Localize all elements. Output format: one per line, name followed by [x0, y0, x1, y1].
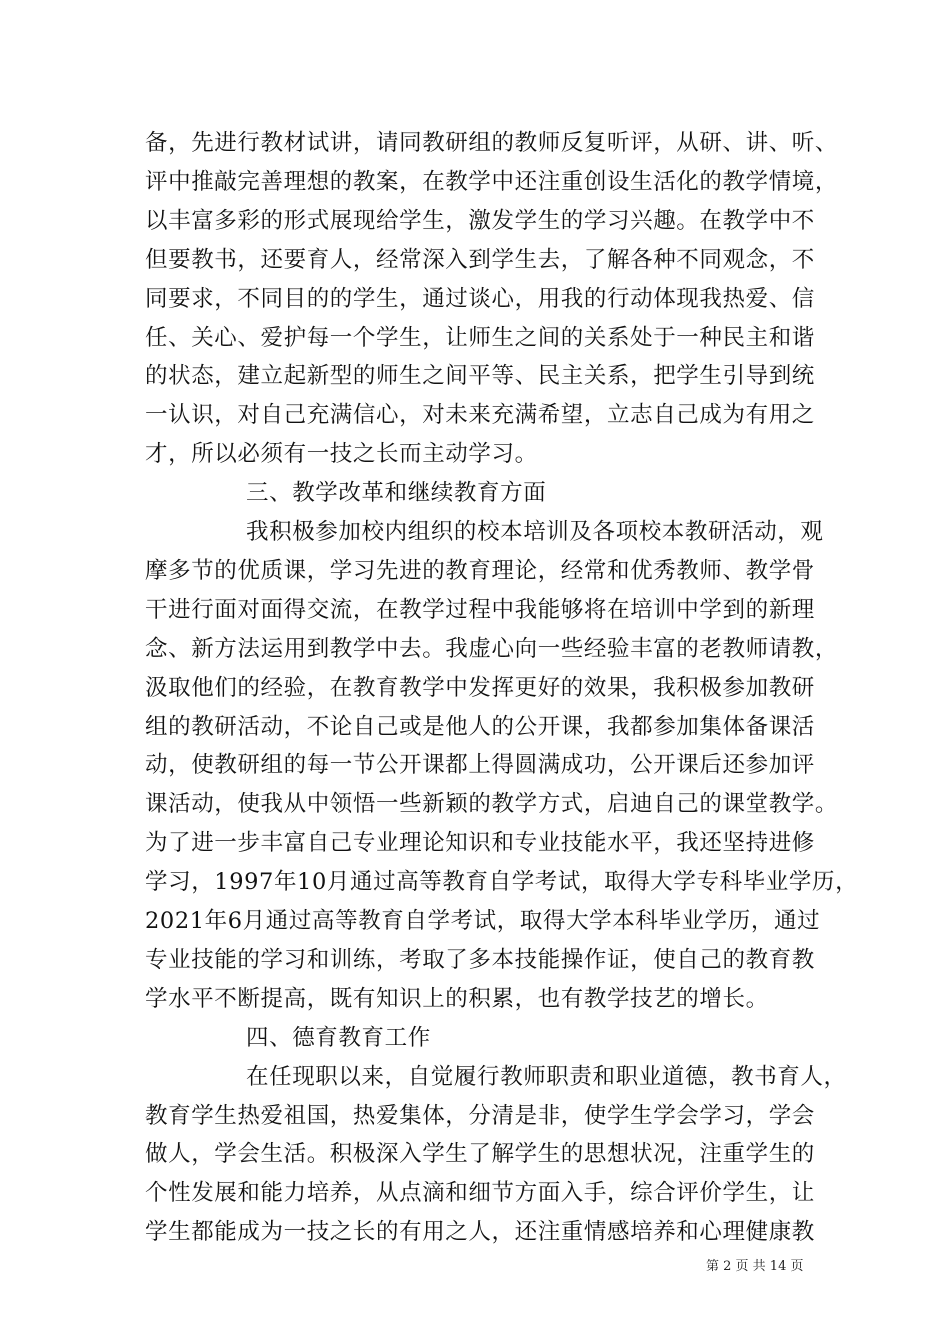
- text-line: 学水平不断提高，既有知识上的积累，也有教学技艺的增长。: [145, 985, 769, 1012]
- section-heading: 三、教学改革和继续教育方面: [246, 480, 547, 507]
- page-number: 第 2 页 共 14 页: [706, 1259, 804, 1275]
- text-line: 学习，1997年10月通过高等教育自学考试，取得大学专科毕业学历，: [145, 869, 859, 896]
- text-line: 的状态，建立起新型的师生之间平等、民主关系，把学生引导到统: [145, 363, 815, 390]
- text-line: 专业技能的学习和训练，考取了多本技能操作证，使自己的教育教: [145, 946, 815, 973]
- text-line: 念、新方法运用到教学中去。我虚心向一些经验丰富的老教师请教，: [145, 635, 839, 662]
- text-line: 一认识，对自己充满信心，对未来充满希望，立志自己成为有用之: [145, 402, 815, 429]
- text-line: 才，所以必须有一技之长而主动学习。: [145, 441, 538, 468]
- text-line: 2021年6月通过高等教育自学考试，取得大学本科毕业学历，通过: [145, 908, 821, 934]
- text-line: 以丰富多彩的形式展现给学生，激发学生的学习兴趣。在教学中不: [145, 207, 815, 234]
- text-line: 摩多节的优质课，学习先进的教育理论，经常和优秀教师、教学骨: [145, 557, 815, 584]
- paragraph-first-line: 在任现职以来，自觉履行教师职责和职业道德，教书育人，: [246, 1063, 847, 1090]
- text-line: 组的教研活动，不论自己或是他人的公开课，我都参加集体备课活: [145, 713, 815, 740]
- text-line: 课活动，使我从中领悟一些新颖的教学方式，启迪自己的课堂教学。: [145, 791, 839, 818]
- text-line: 教育学生热爱祖国，热爱集体，分清是非，使学生学会学习，学会: [145, 1102, 815, 1129]
- text-line: 评中推敲完善理想的教案，在教学中还注重创设生活化的教学情境，: [145, 168, 839, 195]
- text-line: 个性发展和能力培养，从点滴和细节方面入手，综合评价学生，让: [145, 1180, 815, 1207]
- text-line: 任、关心、爱护每一个学生，让师生之间的关系处于一种民主和谐: [145, 324, 815, 351]
- text-line: 学生都能成为一技之长的有用之人，还注重情感培养和心理健康教: [145, 1219, 815, 1246]
- text-line: 但要教书，还要育人，经常深入到学生去，了解各种不同观念，不: [145, 246, 815, 273]
- text-line: 同要求，不同目的的学生，通过谈心，用我的行动体现我热爱、信: [145, 285, 815, 312]
- text-line: 汲取他们的经验，在教育教学中发挥更好的效果，我积极参加教研: [145, 674, 815, 701]
- text-line: 做人，学会生活。积极深入学生了解学生的思想状况，注重学生的: [145, 1141, 815, 1168]
- section-heading: 四、德育教育工作: [246, 1024, 431, 1051]
- text-line: 备，先进行教材试讲，请同教研组的教师反复听评，从研、讲、听、: [145, 130, 839, 156]
- text-line: 为了进一步丰富自己专业理论知识和专业技能水平，我还坚持进修: [145, 830, 815, 857]
- text-line: 干进行面对面得交流，在教学过程中我能够将在培训中学到的新理: [145, 596, 815, 623]
- text-line: 动，使教研组的每一节公开课都上得圆满成功，公开课后还参加评: [145, 752, 815, 779]
- paragraph-first-line: 我积极参加校内组织的校本培训及各项校本教研活动，观: [246, 519, 824, 545]
